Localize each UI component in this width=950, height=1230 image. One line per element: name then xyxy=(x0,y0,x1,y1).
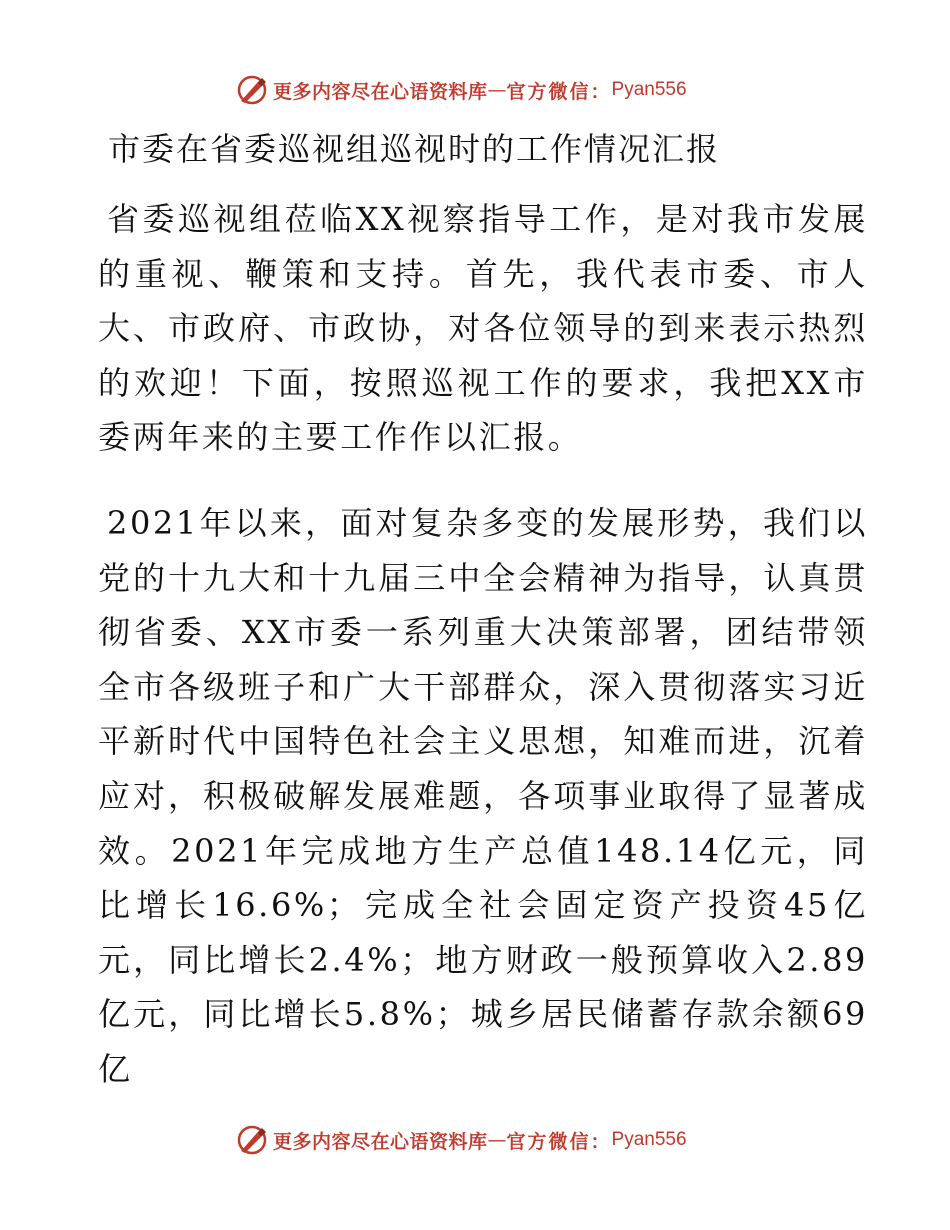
banner-wechat-id: Pyan556 xyxy=(611,79,687,100)
pen-circle-logo-icon xyxy=(235,1123,269,1157)
banner-wechat-label: 官方微信： xyxy=(506,1130,612,1153)
banner-separator: — xyxy=(487,79,507,101)
document-title: 市委在省委巡视组巡视时的工作情况汇报 xyxy=(108,130,721,168)
banner-text: 更多内容尽在心语资料库 xyxy=(273,1130,488,1153)
footer-watermark-banner xyxy=(235,1122,687,1158)
banner-separator: — xyxy=(487,1129,507,1151)
banner-wechat-id: Pyan556 xyxy=(611,1129,687,1150)
banner-text: 更多内容尽在心语资料库 xyxy=(273,80,488,103)
paragraph-achievements: 2021年以来，面对复杂多变的发展形势，我们以党的十九大和十九届三中全会精神为指导，认真贯彻省委、XX市委一系列重大决策部署，团结带领全市各级班子和广大干部群众，深入贯彻落实习近平新时代中国特色社会主义思想，知难而进，沉着应对，积极破解发展难题，各项事业取得了显著成效。2021年完成地方生产总值148.14亿元，同比增长16.6%；完成全社会固定资产投资45亿元，同比增长2.4%；地方财政一般预算收入2.89亿元，同比增长5.8%；城乡居民储蓄存款余额69亿 xyxy=(98,504,868,1088)
header-watermark-banner xyxy=(235,72,687,108)
banner-wechat-label: 官方微信： xyxy=(506,80,612,103)
pen-circle-logo-icon xyxy=(235,73,269,107)
paragraph-intro: 省委巡视组莅临XX视察指导工作，是对我市发展的重视、鞭策和支持。首先，我代表市委、市人大、市政府、市政协，对各位领导的到来表示热烈的欢迎！下面，按照巡视工作的要求，我把XX市委两年来的主要工作作以汇报。 xyxy=(98,200,868,457)
